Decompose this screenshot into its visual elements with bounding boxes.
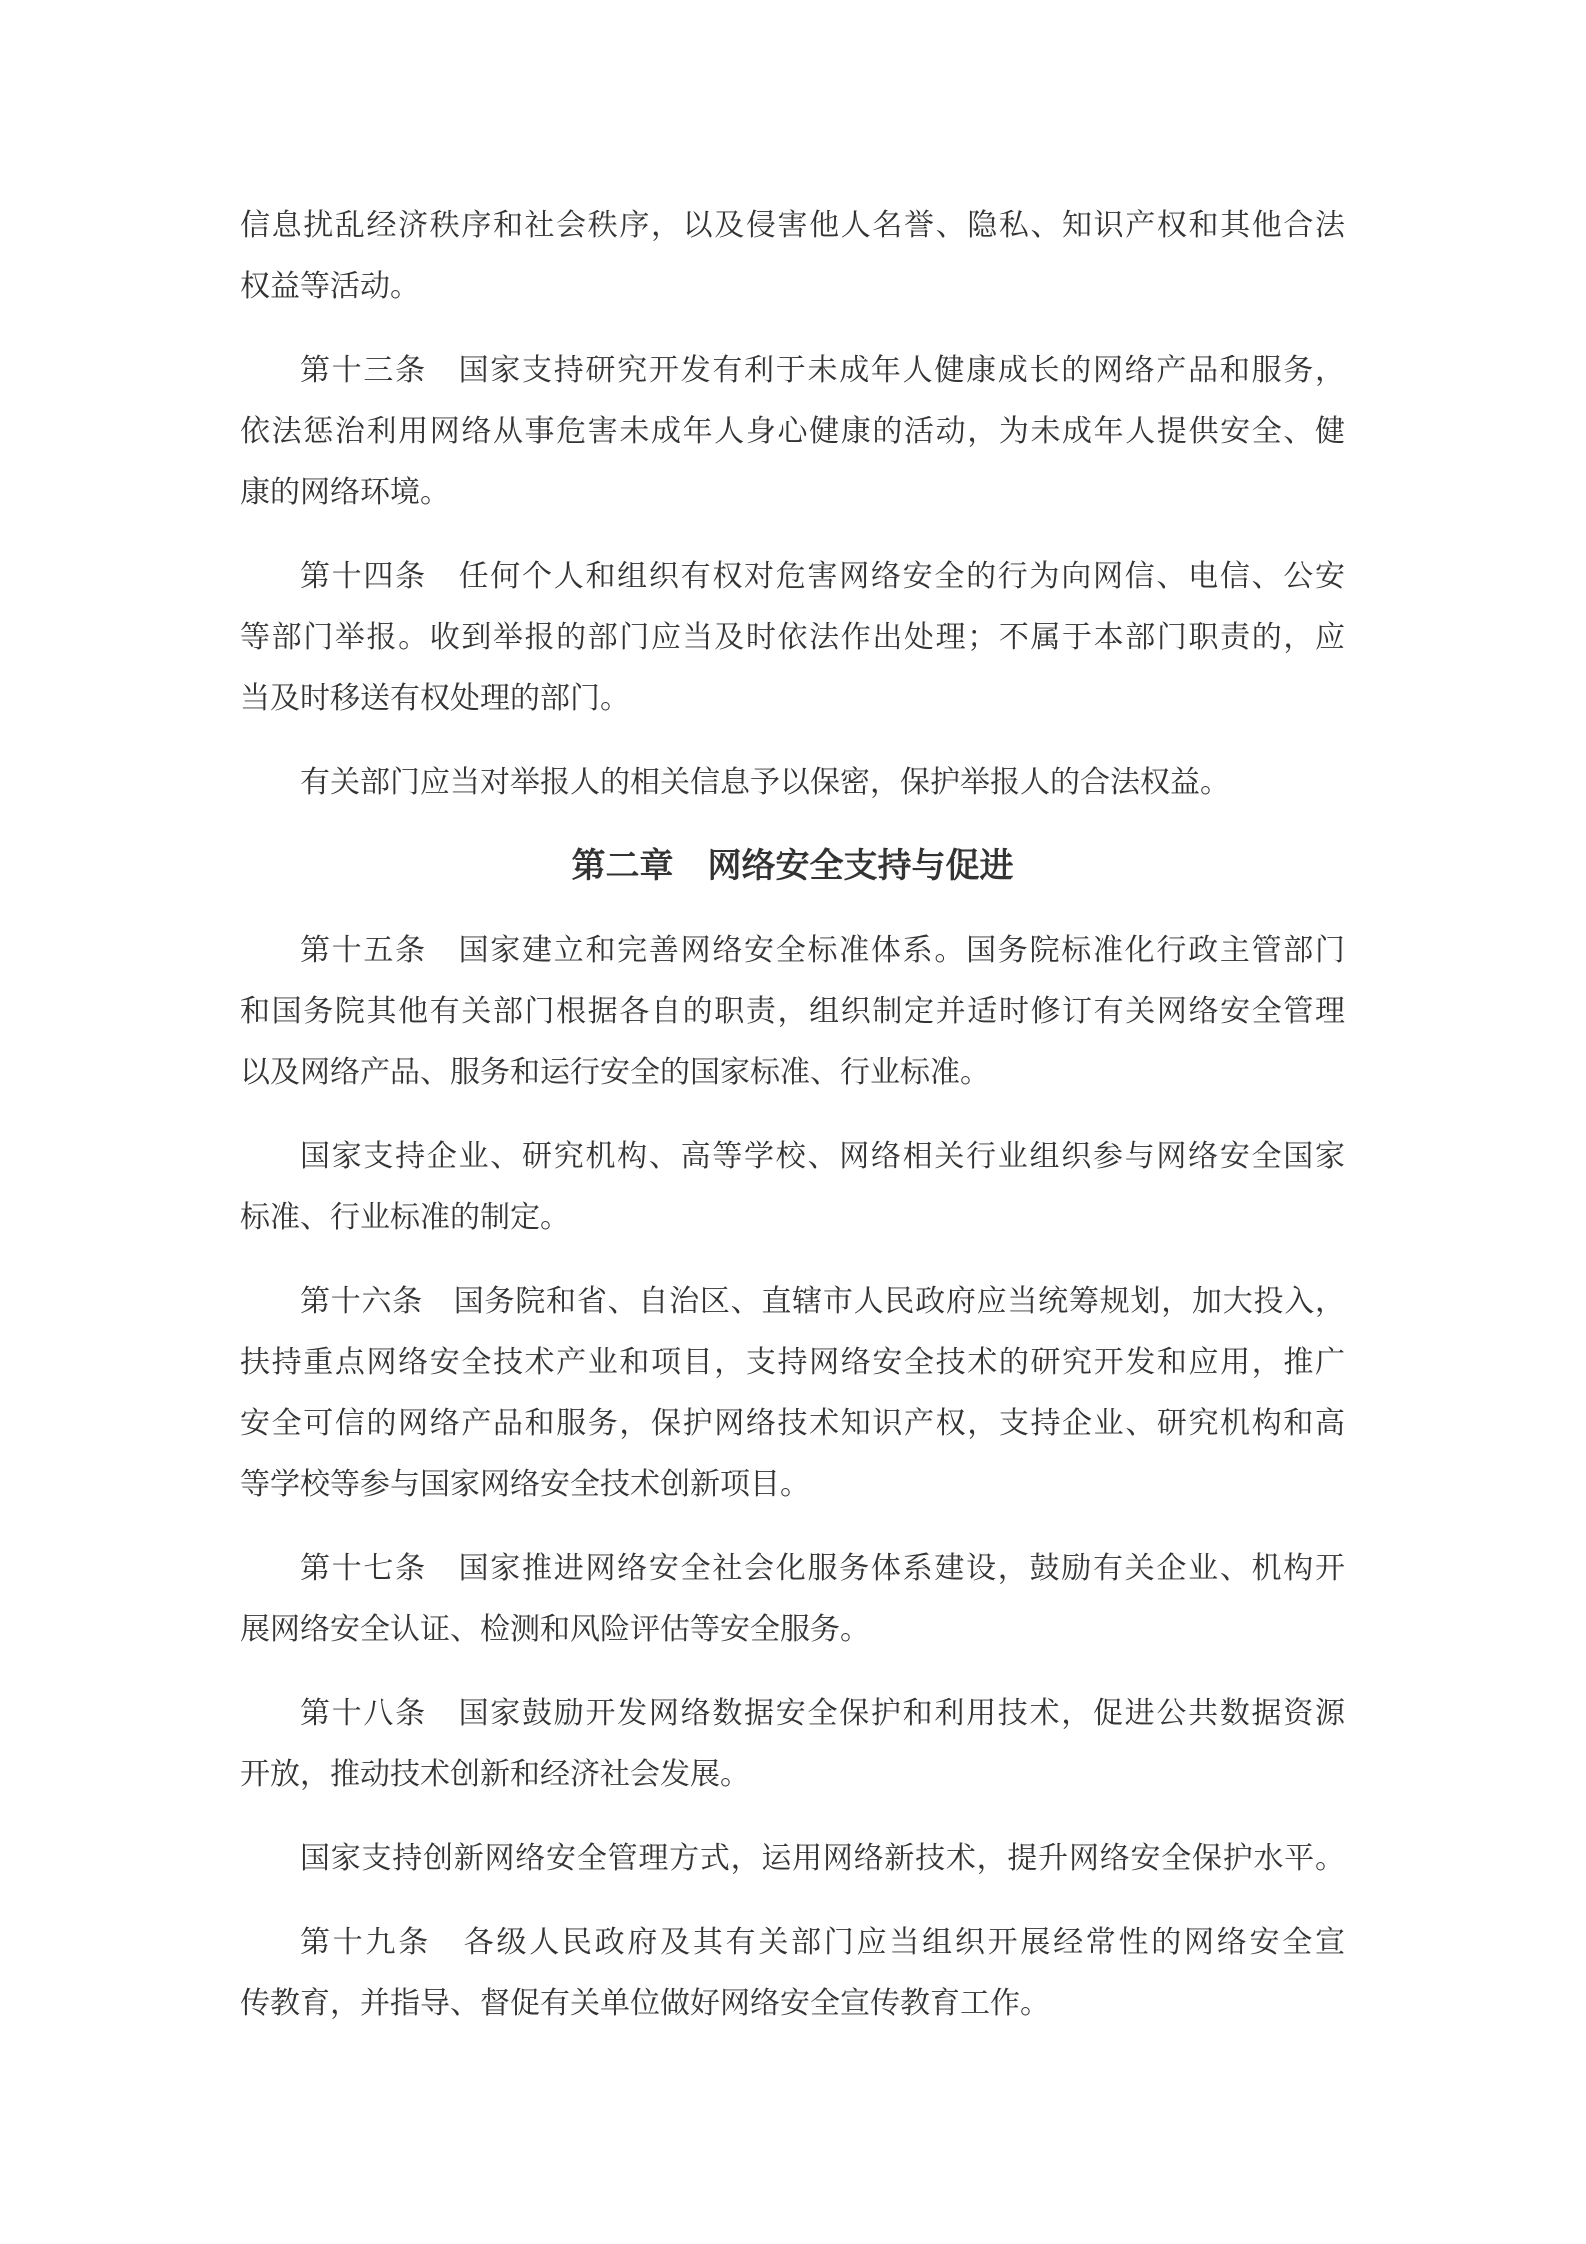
- paragraph: [240, 752, 1345, 813]
- text-line: 开放，推动技术创新和经济社会发展。: [240, 1758, 750, 1791]
- text-line: 国家支持企业、研究机构、高等学校、网络相关行业组织参与网络安全国家: [300, 1140, 1345, 1173]
- text-line: 扶持重点网络安全技术产业和项目，支持网络安全技术的研究开发和应用，推广: [240, 1346, 1345, 1379]
- text-line: 依法惩治利用网络从事危害未成年人身心健康的活动，为未成年人提供安全、健: [240, 415, 1345, 448]
- text-line: 标准、行业标准的制定。: [240, 1201, 570, 1234]
- text-line: 等学校等参与国家网络安全技术创新项目。: [240, 1468, 810, 1501]
- paragraph: [240, 1828, 1345, 1889]
- text-line: 国家支持创新网络安全管理方式，运用网络新技术，提升网络安全保护水平。: [300, 1842, 1345, 1875]
- text-line: 第十三条 国家支持研究开发有利于未成年人健康成长的网络产品和服务，: [300, 354, 1345, 387]
- paragraph: [240, 1271, 1345, 1515]
- text-line: 信息扰乱经济秩序和社会秩序，以及侵害他人名誉、隐私、知识产权和其他合法: [240, 209, 1345, 242]
- text-line: 和国务院其他有关部门根据各自的职责，组织制定并适时修订有关网络安全管理: [240, 995, 1345, 1028]
- text-line: 第十九条 各级人民政府及其有关部门应当组织开展经常性的网络安全宣: [300, 1926, 1345, 1959]
- text-line: 等部门举报。收到举报的部门应当及时依法作出处理；不属于本部门职责的，应: [240, 621, 1345, 654]
- text-line: 有关部门应当对举报人的相关信息予以保密，保护举报人的合法权益。: [300, 766, 1230, 799]
- text-line: 展网络安全认证、检测和风险评估等安全服务。: [240, 1613, 870, 1646]
- text-line: 传教育，并指导、督促有关单位做好网络安全宣传教育工作。: [240, 1987, 1050, 2020]
- text-line: 康的网络环境。: [240, 476, 450, 509]
- text-line: 第十五条 国家建立和完善网络安全标准体系。国务院标准化行政主管部门: [300, 934, 1345, 967]
- text-line: 第十七条 国家推进网络安全社会化服务体系建设，鼓励有关企业、机构开: [300, 1552, 1345, 1585]
- paragraph: [240, 1683, 1345, 1805]
- paragraph: [240, 920, 1345, 1103]
- text-line: 第十六条 国务院和省、自治区、直辖市人民政府应当统筹规划，加大投入，: [300, 1285, 1345, 1318]
- paragraph: [240, 1912, 1345, 2034]
- text-line: 权益等活动。: [240, 270, 420, 303]
- text-line: 当及时移送有权处理的部门。: [240, 682, 630, 715]
- text-line: 第十四条 任何个人和组织有权对危害网络安全的行为向网信、电信、公安: [300, 560, 1345, 593]
- paragraph: [240, 195, 1345, 317]
- chapter-heading: [240, 836, 1345, 897]
- text-line: 安全可信的网络产品和服务，保护网络技术知识产权，支持企业、研究机构和高: [240, 1407, 1345, 1440]
- chapter-heading-text: 第二章 网络安全支持与促进: [571, 847, 1014, 885]
- paragraph: [240, 340, 1345, 523]
- text-line: 第十八条 国家鼓励开发网络数据安全保护和利用技术，促进公共数据资源: [300, 1697, 1345, 1730]
- paragraph: [240, 1538, 1345, 1660]
- text-line: 以及网络产品、服务和运行安全的国家标准、行业标准。: [240, 1056, 990, 1089]
- paragraph: [240, 1126, 1345, 1248]
- paragraph: [240, 546, 1345, 729]
